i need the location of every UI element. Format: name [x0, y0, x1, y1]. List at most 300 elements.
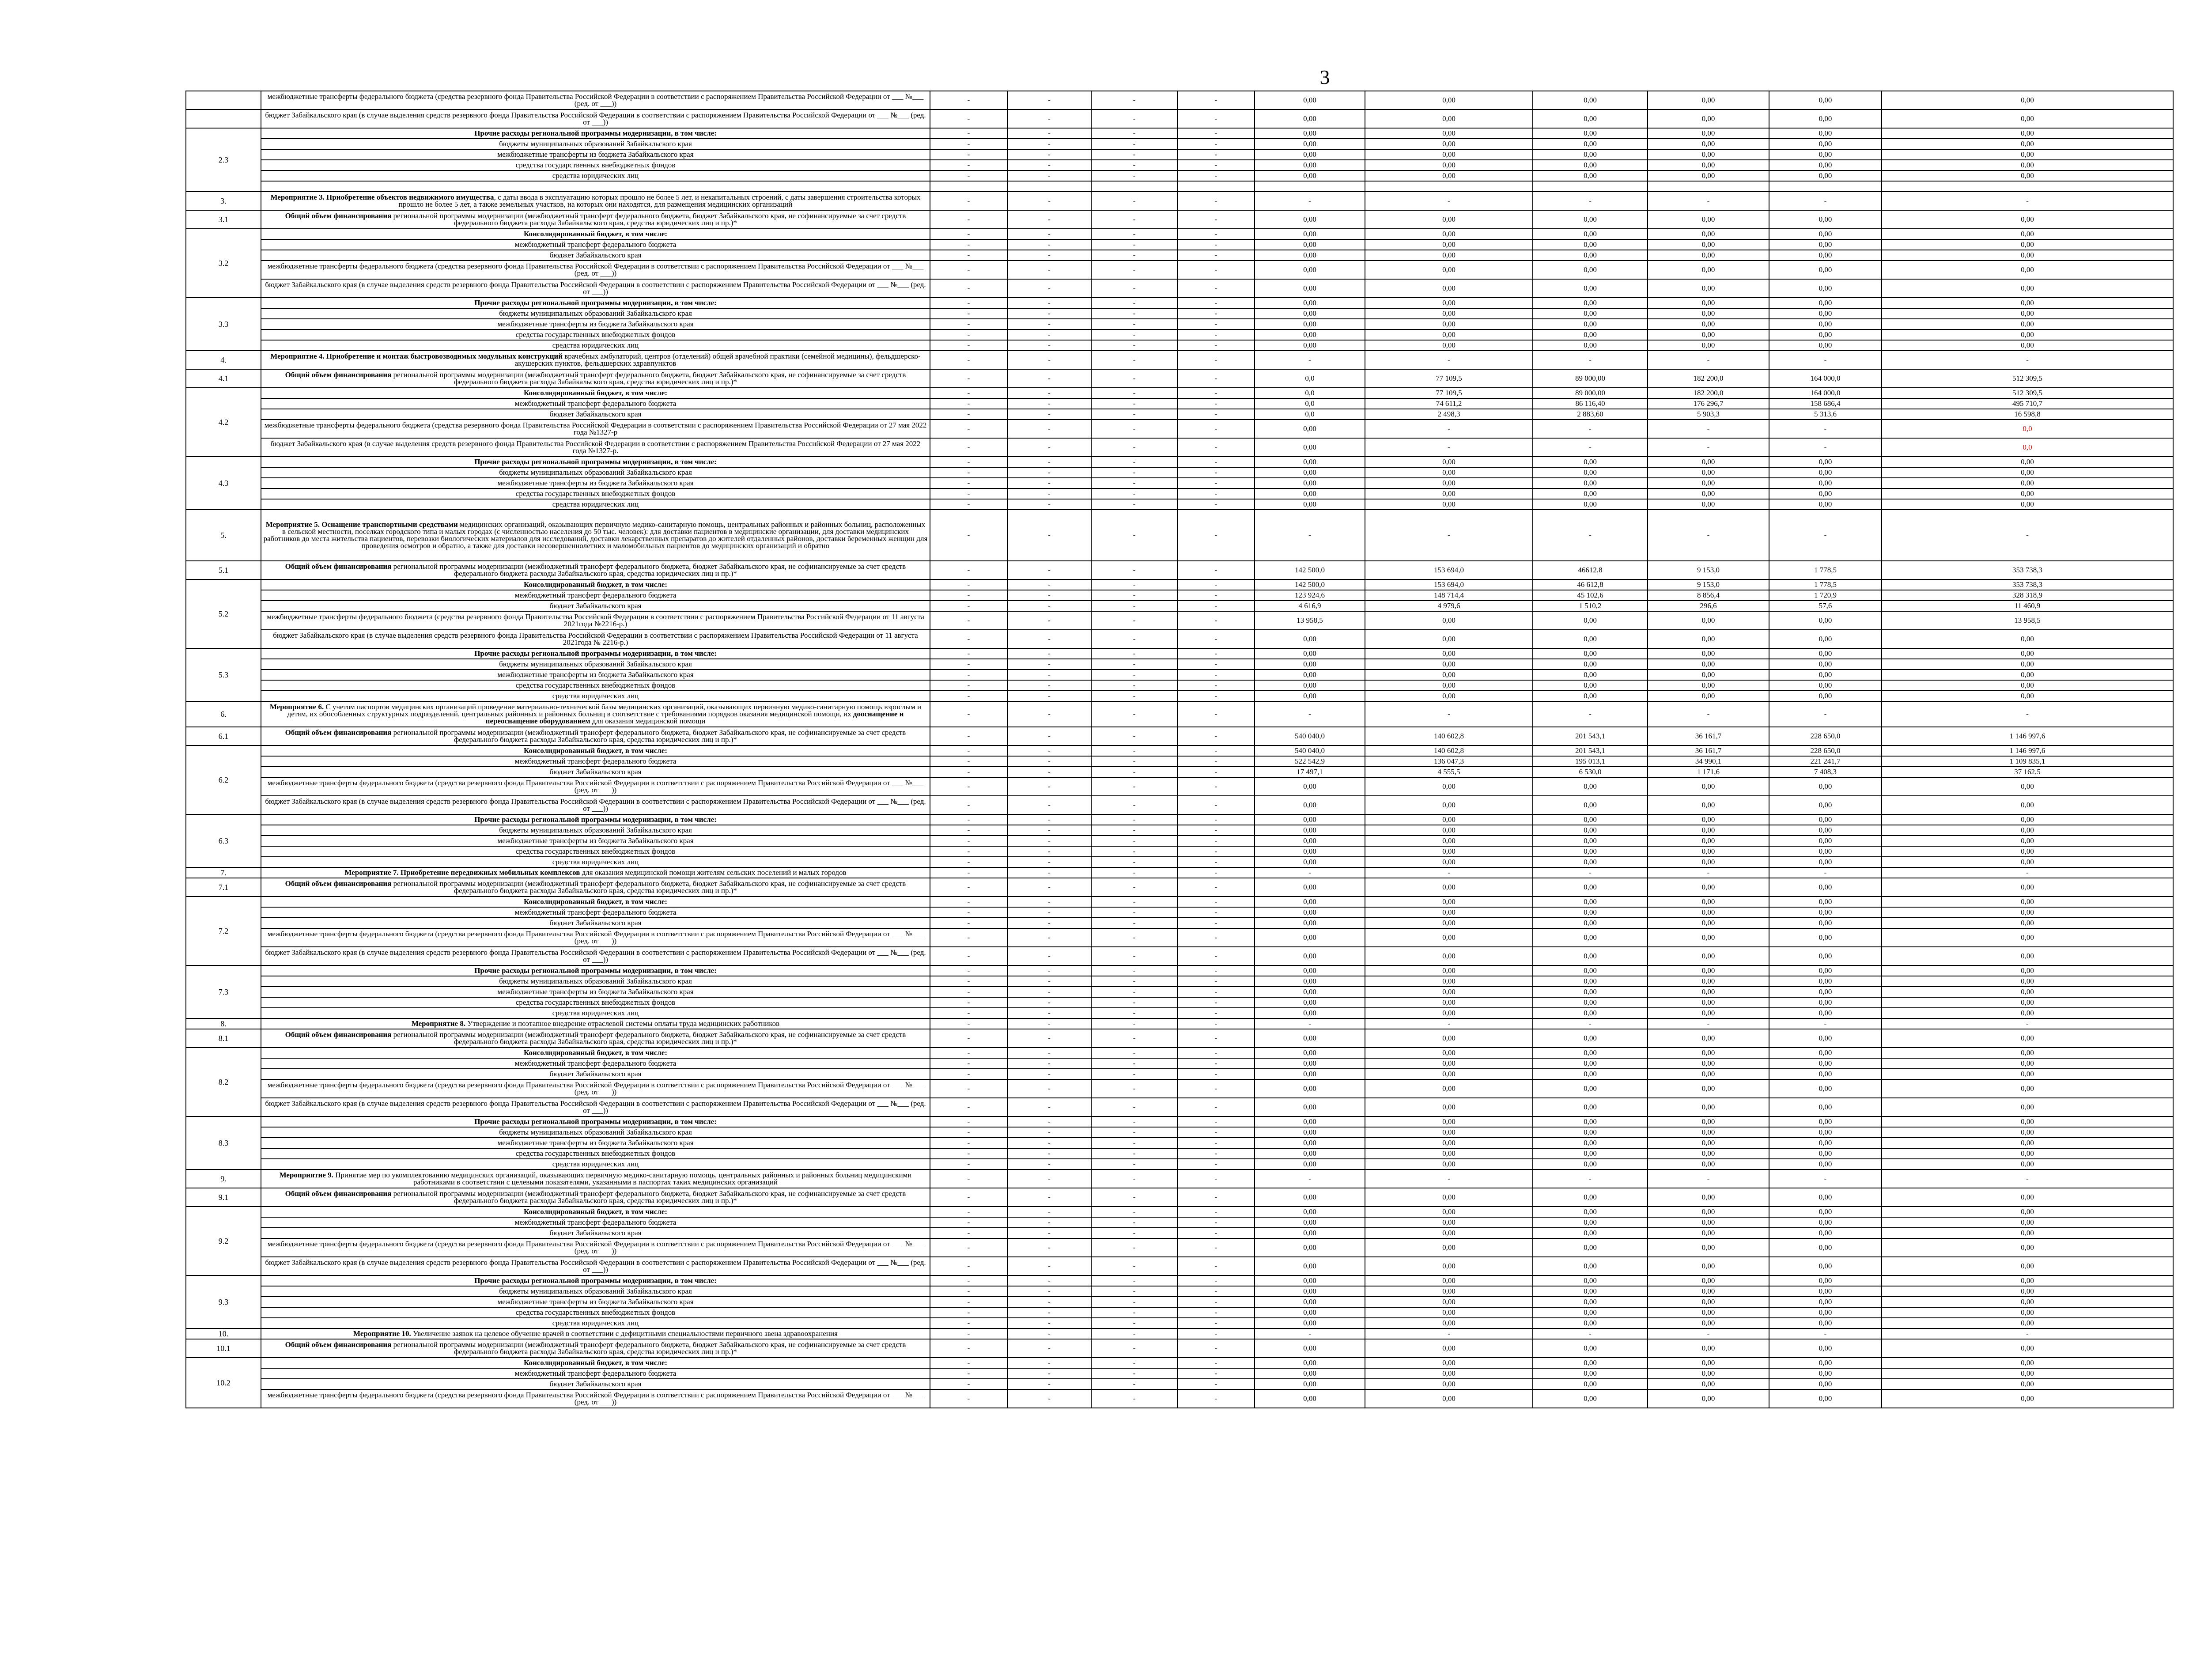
value-cell: 0,00 [1533, 1079, 1648, 1098]
value-cell: - [930, 1116, 1007, 1127]
row-description [261, 1307, 930, 1318]
value-cell: 0,00 [1648, 846, 1769, 857]
value-cell: 0,00 [1255, 1008, 1365, 1018]
value-cell: - [1007, 510, 1091, 561]
value-cell: 0,00 [1533, 478, 1648, 488]
value-cell: 0,00 [1365, 467, 1533, 478]
value-cell: 0,00 [1255, 1238, 1365, 1257]
value-cell: - [1365, 867, 1533, 878]
value-cell: - [1533, 1169, 1648, 1188]
value-cell: - [1533, 1018, 1648, 1029]
value-cell: - [930, 611, 1007, 630]
table-row [186, 1169, 2173, 1188]
row-code: 4. [186, 351, 261, 369]
description-bold-text: Консолидированный бюджет, в том числе: [523, 1358, 668, 1367]
description-text: межбюджетные трансферты из бюджета Забайкальского края [497, 479, 694, 487]
value-cell: - [1177, 1379, 1255, 1389]
value-cell: - [1177, 1098, 1255, 1116]
table-row [186, 510, 2173, 561]
value-cell: - [930, 91, 1007, 110]
row-description [261, 680, 930, 691]
value-cell: 0,00 [1365, 160, 1533, 170]
value-cell: 0,00 [1533, 1228, 1648, 1238]
value-cell: - [1091, 499, 1177, 510]
description-text: бюджеты муниципальных образований Забайкальского края [499, 140, 692, 148]
value-cell: - [1007, 1328, 1091, 1339]
value-cell: - [1091, 420, 1177, 438]
row-code: 4.2 [186, 388, 261, 457]
value-cell: - [1091, 1148, 1177, 1159]
value-cell: 0,00 [1255, 1058, 1365, 1069]
row-code: 5.3 [186, 648, 261, 701]
value-cell: 0,00 [1365, 210, 1533, 229]
value-cell: 0,00 [1769, 918, 1882, 928]
value-cell: - [1882, 351, 2173, 369]
value-cell: - [1177, 250, 1255, 261]
value-cell: - [1177, 1217, 1255, 1228]
value-cell: - [1769, 1018, 1882, 1029]
value-cell: 0,00 [1769, 261, 1882, 279]
value-cell: 0,00 [1255, 1048, 1365, 1058]
description-text: бюджет Забайкальского края (в случае выделения средств резервного фонда Правительства Российской Федерации в соответствии с распоряжением Правительства Российской Федерации от ___ №___ (ред. от ___)) [265, 1099, 926, 1115]
value-cell: 0,00 [1533, 1138, 1648, 1148]
description-text: Принятие мер по укомплектованию медицинских организаций, оказывающих первичную медико-санитарную помощь, центральных районных и районных больниц медицинскими работниками в соответствии с целевыми показателями, указанными в паспортах таких медицинских организаций [333, 1171, 912, 1186]
value-cell: - [1648, 1328, 1769, 1339]
row-description [261, 777, 930, 796]
row-description [261, 1098, 930, 1116]
description-bold-text: Мероприятие 3. Приобретение объектов недвижимого имущества [270, 193, 494, 201]
row-description [261, 1389, 930, 1408]
value-cell: - [1007, 796, 1091, 814]
value-cell: 0,00 [1533, 229, 1648, 239]
value-cell: 0,00 [1648, 499, 1769, 510]
value-cell: 0,00 [1255, 814, 1365, 825]
value-cell [1091, 181, 1177, 192]
row-description [261, 1079, 930, 1098]
value-cell: 0,00 [1769, 279, 1882, 298]
table-row [186, 767, 2173, 777]
value-cell: - [1177, 1018, 1255, 1029]
value-cell: 0,00 [1882, 659, 2173, 670]
value-cell: - [1007, 308, 1091, 319]
value-cell: 1 720,9 [1769, 590, 1882, 601]
value-cell: - [1177, 1079, 1255, 1098]
value-cell: - [930, 987, 1007, 997]
value-cell: 0,00 [1882, 298, 2173, 308]
value-cell: 0,00 [1648, 897, 1769, 907]
value-cell: - [1177, 1238, 1255, 1257]
value-cell: 0,00 [1769, 308, 1882, 319]
value-cell: - [1007, 1048, 1091, 1058]
value-cell: 0,00 [1882, 1297, 2173, 1307]
description-text: бюджеты муниципальных образований Забайкальского края [499, 826, 692, 834]
value-cell: 0,00 [1648, 279, 1769, 298]
value-cell: 0,00 [1769, 1286, 1882, 1297]
value-cell: - [930, 1048, 1007, 1058]
table-row [186, 814, 2173, 825]
value-cell: - [930, 319, 1007, 329]
row-description [261, 987, 930, 997]
value-cell: 0,00 [1365, 1286, 1533, 1297]
value-cell: - [1007, 210, 1091, 229]
value-cell: 0,00 [1882, 814, 2173, 825]
description-bold-text: Мероприятие 4. Приобретение и монтаж быстровозводимых модульных конструкций [270, 352, 563, 360]
value-cell: 0,00 [1255, 1148, 1365, 1159]
value-cell: 0,00 [1255, 976, 1365, 987]
value-cell: - [1177, 329, 1255, 340]
value-cell: 0,00 [1255, 680, 1365, 691]
row-description [261, 825, 930, 836]
value-cell: 2 498,3 [1365, 409, 1533, 420]
value-cell: 0,00 [1255, 1127, 1365, 1138]
description-bold-text: Консолидированный бюджет, в том числе: [523, 389, 668, 397]
value-cell: 0,00 [1769, 91, 1882, 110]
value-cell: - [1177, 279, 1255, 298]
value-cell: 0,00 [1533, 298, 1648, 308]
value-cell: - [1007, 976, 1091, 987]
value-cell: 0,00 [1882, 1138, 2173, 1148]
value-cell: - [930, 814, 1007, 825]
value-cell [1769, 181, 1882, 192]
description-text: региональной программы модернизации (межбюджетный трансферт федерального бюджета, бюджет Забайкальского края, не софинансируемые за счет средств федерального бюджета расходы Забайкальского края, средства юридических лиц и пр.)* [391, 371, 906, 386]
value-cell: - [1091, 388, 1177, 398]
row-description [261, 160, 930, 170]
table-row [186, 1389, 2173, 1408]
value-cell: 0,00 [1255, 1318, 1365, 1328]
row-description [261, 630, 930, 648]
value-cell: 495 710,7 [1882, 398, 2173, 409]
value-cell: - [1177, 897, 1255, 907]
description-text: межбюджетные трансферты федерального бюджета (средства резервного фонда Правительства Российской Федерации в соответствии с распоряжением Правительства Российской Федерации от ___ №___ (ред. от ___)) [267, 779, 924, 794]
description-bold-text: Прочие расходы региональной программы модернизации, в том числе: [474, 1276, 717, 1285]
value-cell: - [930, 601, 1007, 611]
value-cell: 5 903,3 [1648, 409, 1769, 420]
value-cell: 1 146 997,6 [1882, 745, 2173, 756]
value-cell: 0,00 [1769, 965, 1882, 976]
value-cell: 0,00 [1533, 457, 1648, 467]
value-cell: - [1091, 691, 1177, 701]
value-cell: - [930, 1169, 1007, 1188]
value-cell: - [1007, 867, 1091, 878]
value-cell: 0,00 [1533, 210, 1648, 229]
value-cell: 0,00 [1533, 128, 1648, 139]
value-cell: - [1007, 777, 1091, 796]
row-description [261, 438, 930, 457]
value-cell: 0,00 [1365, 928, 1533, 947]
value-cell: - [1255, 1018, 1365, 1029]
description-bold-text: Общий объем финансирования [285, 212, 392, 220]
table-row [186, 846, 2173, 857]
row-description [261, 510, 930, 561]
value-cell: 0,00 [1365, 659, 1533, 670]
value-cell: - [1007, 1297, 1091, 1307]
value-cell: 0,00 [1255, 1379, 1365, 1389]
value-cell: 0,00 [1533, 648, 1648, 659]
value-cell: 0,00 [1255, 239, 1365, 250]
value-cell: 0,00 [1533, 1217, 1648, 1228]
value-cell: 0,00 [1882, 160, 2173, 170]
table-row [186, 1339, 2173, 1358]
table-row [186, 590, 2173, 601]
value-cell: 195 013,1 [1533, 756, 1648, 767]
value-cell: - [930, 388, 1007, 398]
description-text: региональной программы модернизации (межбюджетный трансферт федерального бюджета, бюджет Забайкальского края, не софинансируемые за счет средств федерального бюджета расходы Забайкальского края, средства юридических лиц и пр.)* [391, 1030, 906, 1046]
value-cell: - [1533, 438, 1648, 457]
value-cell: 0,00 [1533, 1029, 1648, 1048]
row-code: 5.1 [186, 561, 261, 579]
value-cell: 0,00 [1648, 488, 1769, 499]
value-cell: - [1007, 1379, 1091, 1389]
row-code: 6.2 [186, 745, 261, 814]
value-cell: 0,00 [1769, 1318, 1882, 1328]
value-cell: - [1091, 918, 1177, 928]
value-cell: 153 694,0 [1365, 579, 1533, 590]
value-cell: 0,00 [1255, 648, 1365, 659]
value-cell: 0,00 [1365, 1275, 1533, 1286]
value-cell: - [1177, 110, 1255, 128]
value-cell: 0,00 [1365, 250, 1533, 261]
value-cell: - [1177, 467, 1255, 478]
value-cell: 36 161,7 [1648, 745, 1769, 756]
description-text: средства государственных внебюджетных фондов [515, 330, 676, 339]
row-description [261, 1069, 930, 1079]
row-code: 9.3 [186, 1275, 261, 1328]
value-cell: - [1007, 250, 1091, 261]
value-cell: 13 958,5 [1255, 611, 1365, 630]
value-cell: 0,00 [1882, 1079, 2173, 1098]
value-cell: - [930, 261, 1007, 279]
value-cell: - [1091, 1098, 1177, 1116]
value-cell: 0,00 [1255, 918, 1365, 928]
value-cell: - [1091, 308, 1177, 319]
value-cell: 0,00 [1255, 1389, 1365, 1408]
value-cell: 0,00 [1255, 298, 1365, 308]
value-cell: - [930, 160, 1007, 170]
row-code: 7.3 [186, 965, 261, 1018]
value-cell: 0,00 [1769, 1058, 1882, 1069]
value-cell: 0,00 [1365, 308, 1533, 319]
row-description [261, 1058, 930, 1069]
value-cell: 0,00 [1882, 1379, 2173, 1389]
value-cell: 0,00 [1533, 329, 1648, 340]
row-description [261, 1318, 930, 1328]
value-cell: 540 040,0 [1255, 745, 1365, 756]
description-text: межбюджетный трансферт федерального бюджета [514, 1059, 677, 1067]
value-cell: - [1007, 1008, 1091, 1018]
value-cell: 0,00 [1648, 239, 1769, 250]
row-description [261, 648, 930, 659]
value-cell: - [1091, 1379, 1177, 1389]
description-text: средства юридических лиц [552, 692, 639, 700]
value-cell: - [1177, 1307, 1255, 1318]
value-cell: 0,00 [1769, 319, 1882, 329]
value-cell: - [1091, 510, 1177, 561]
description-text: межбюджетные трансферты федерального бюджета (средства резервного фонда Правительства Российской Федерации в соответствии с распоряжением Правительства Российской Федерации от ___ №___ (ред. от ___)) [267, 1081, 924, 1096]
value-cell: 0,00 [1255, 1207, 1365, 1217]
value-cell: - [1091, 1389, 1177, 1408]
value-cell: - [930, 1339, 1007, 1358]
value-cell: 0,00 [1648, 319, 1769, 329]
value-cell: 0,00 [1533, 878, 1648, 897]
value-cell: 0,00 [1882, 907, 2173, 918]
value-cell: - [930, 648, 1007, 659]
value-cell: 0,00 [1533, 340, 1648, 351]
value-cell: - [1091, 659, 1177, 670]
table-row [186, 630, 2173, 648]
value-cell: - [1648, 420, 1769, 438]
value-cell: - [1007, 701, 1091, 727]
value-cell: - [1007, 420, 1091, 438]
value-cell: 0,00 [1533, 691, 1648, 701]
value-cell: - [1007, 997, 1091, 1008]
value-cell: - [1091, 110, 1177, 128]
value-cell: - [1255, 351, 1365, 369]
value-cell: - [1177, 1116, 1255, 1127]
value-cell: - [930, 457, 1007, 467]
value-cell: 0,00 [1255, 149, 1365, 160]
description-bold-text: Общий объем финансирования [285, 728, 392, 737]
row-description [261, 128, 930, 139]
description-text: средства юридических лиц [552, 341, 639, 349]
value-cell: 0,00 [1533, 997, 1648, 1008]
value-cell: 0,00 [1533, 110, 1648, 128]
value-cell: 0,00 [1648, 1358, 1769, 1368]
value-cell: 0,00 [1365, 857, 1533, 867]
description-text: средства юридических лиц [552, 500, 639, 508]
table-row [186, 181, 2173, 192]
value-cell: - [1091, 457, 1177, 467]
description-bold-text: Прочие расходы региональной программы модернизации, в том числе: [474, 1117, 717, 1126]
value-cell: 0,00 [1769, 1389, 1882, 1408]
row-description [261, 1127, 930, 1138]
value-cell: - [1177, 420, 1255, 438]
value-cell: - [1177, 907, 1255, 918]
row-code [186, 110, 261, 128]
row-code: 10.2 [186, 1358, 261, 1408]
value-cell: 0,00 [1533, 796, 1648, 814]
value-cell: 0,0 [1882, 438, 2173, 457]
value-cell: 0,00 [1533, 1008, 1648, 1018]
value-cell: - [930, 1159, 1007, 1169]
value-cell: - [1091, 814, 1177, 825]
value-cell: - [1648, 1169, 1769, 1188]
value-cell: 0,00 [1882, 340, 2173, 351]
value-cell: 0,00 [1255, 467, 1365, 478]
value-cell: 0,00 [1769, 1127, 1882, 1138]
description-bold-text: Общий объем финансирования [285, 371, 392, 379]
value-cell: - [930, 756, 1007, 767]
value-cell: - [1177, 1029, 1255, 1048]
value-cell: - [1091, 777, 1177, 796]
value-cell: - [1177, 510, 1255, 561]
table-row [186, 878, 2173, 897]
value-cell: 0,00 [1533, 308, 1648, 319]
description-text: межбюджетные трансферты из бюджета Забайкальского края [497, 988, 694, 996]
value-cell: 0,00 [1648, 1257, 1769, 1275]
value-cell: - [1007, 1029, 1091, 1048]
value-cell: - [1007, 1307, 1091, 1318]
description-text: межбюджетные трансферты из бюджета Забайкальского края [497, 150, 694, 159]
value-cell: - [930, 878, 1007, 897]
value-cell: - [1177, 659, 1255, 670]
value-cell: 0,00 [1648, 1217, 1769, 1228]
value-cell: - [1177, 192, 1255, 210]
value-cell: 0,00 [1648, 918, 1769, 928]
value-cell: 0,00 [1648, 261, 1769, 279]
description-text: для оказания медицинской помощи жителям сельских поселений и малых городов [580, 868, 847, 877]
value-cell: 13 958,5 [1882, 611, 2173, 630]
value-cell: 0,00 [1365, 630, 1533, 648]
value-cell: 0,00 [1882, 210, 2173, 229]
value-cell: 0,00 [1255, 777, 1365, 796]
value-cell: - [1007, 836, 1091, 846]
value-cell: - [1091, 1048, 1177, 1058]
row-description [261, 918, 930, 928]
value-cell: - [1091, 1217, 1177, 1228]
value-cell: 0,00 [1255, 329, 1365, 340]
description-text: региональной программы модернизации (межбюджетный трансферт федерального бюджета, бюджет Забайкальского края, не софинансируемые за счет средств федерального бюджета расходы Забайкальского края, средства юридических лиц и пр.)* [391, 879, 906, 895]
value-cell: 0,00 [1882, 1058, 2173, 1069]
value-cell: - [930, 1207, 1007, 1217]
value-cell: - [1091, 210, 1177, 229]
value-cell: 0,00 [1255, 261, 1365, 279]
value-cell: 0,00 [1769, 1339, 1882, 1358]
value-cell: - [930, 897, 1007, 907]
value-cell: 0,00 [1533, 499, 1648, 510]
description-bold-text: Консолидированный бюджет, в том числе: [523, 1048, 668, 1057]
value-cell: - [1007, 670, 1091, 680]
value-cell: - [1882, 510, 2173, 561]
value-cell: - [1007, 457, 1091, 467]
value-cell: 0,00 [1882, 897, 2173, 907]
value-cell: 0,00 [1882, 796, 2173, 814]
value-cell: 0,00 [1882, 857, 2173, 867]
value-cell: 353 738,3 [1882, 561, 2173, 579]
value-cell: - [1007, 1339, 1091, 1358]
description-bold-text: Консолидированный бюджет, в том числе: [523, 1207, 668, 1216]
row-description [261, 976, 930, 987]
value-cell: - [1177, 1169, 1255, 1188]
value-cell: - [930, 630, 1007, 648]
description-text: межбюджетные трансферты из бюджета Забайкальского края [497, 836, 694, 845]
financing-table-body [186, 91, 2173, 1408]
value-cell: - [1177, 1318, 1255, 1328]
table-row [186, 1228, 2173, 1238]
value-cell [1255, 181, 1365, 192]
row-code: 7.1 [186, 878, 261, 897]
value-cell: 0,00 [1882, 488, 2173, 499]
value-cell: 0,00 [1365, 918, 1533, 928]
value-cell: 158 686,4 [1769, 398, 1882, 409]
value-cell: - [1091, 897, 1177, 907]
description-text: средства государственных внебюджетных фондов [515, 998, 676, 1006]
value-cell: 0,00 [1365, 846, 1533, 857]
row-description [261, 91, 930, 110]
value-cell: 182 200,0 [1648, 369, 1769, 388]
value-cell: - [1007, 1058, 1091, 1069]
value-cell: 0,00 [1365, 611, 1533, 630]
value-cell: - [1177, 1368, 1255, 1379]
table-row [186, 867, 2173, 878]
description-text: межбюджетные трансферты федерального бюджета (средства резервного фонда Правительства Российской Федерации в соответствии с распоряжением Правительства Российской Федерации от 11 августа 2021года №2216-р.) [267, 613, 924, 628]
value-cell: - [1533, 1328, 1648, 1339]
description-text: бюджет Забайкальского края [549, 602, 642, 610]
value-cell: - [1769, 420, 1882, 438]
value-cell: 0,00 [1769, 976, 1882, 987]
table-row [186, 308, 2173, 319]
value-cell: 0,00 [1648, 128, 1769, 139]
table-row [186, 388, 2173, 398]
